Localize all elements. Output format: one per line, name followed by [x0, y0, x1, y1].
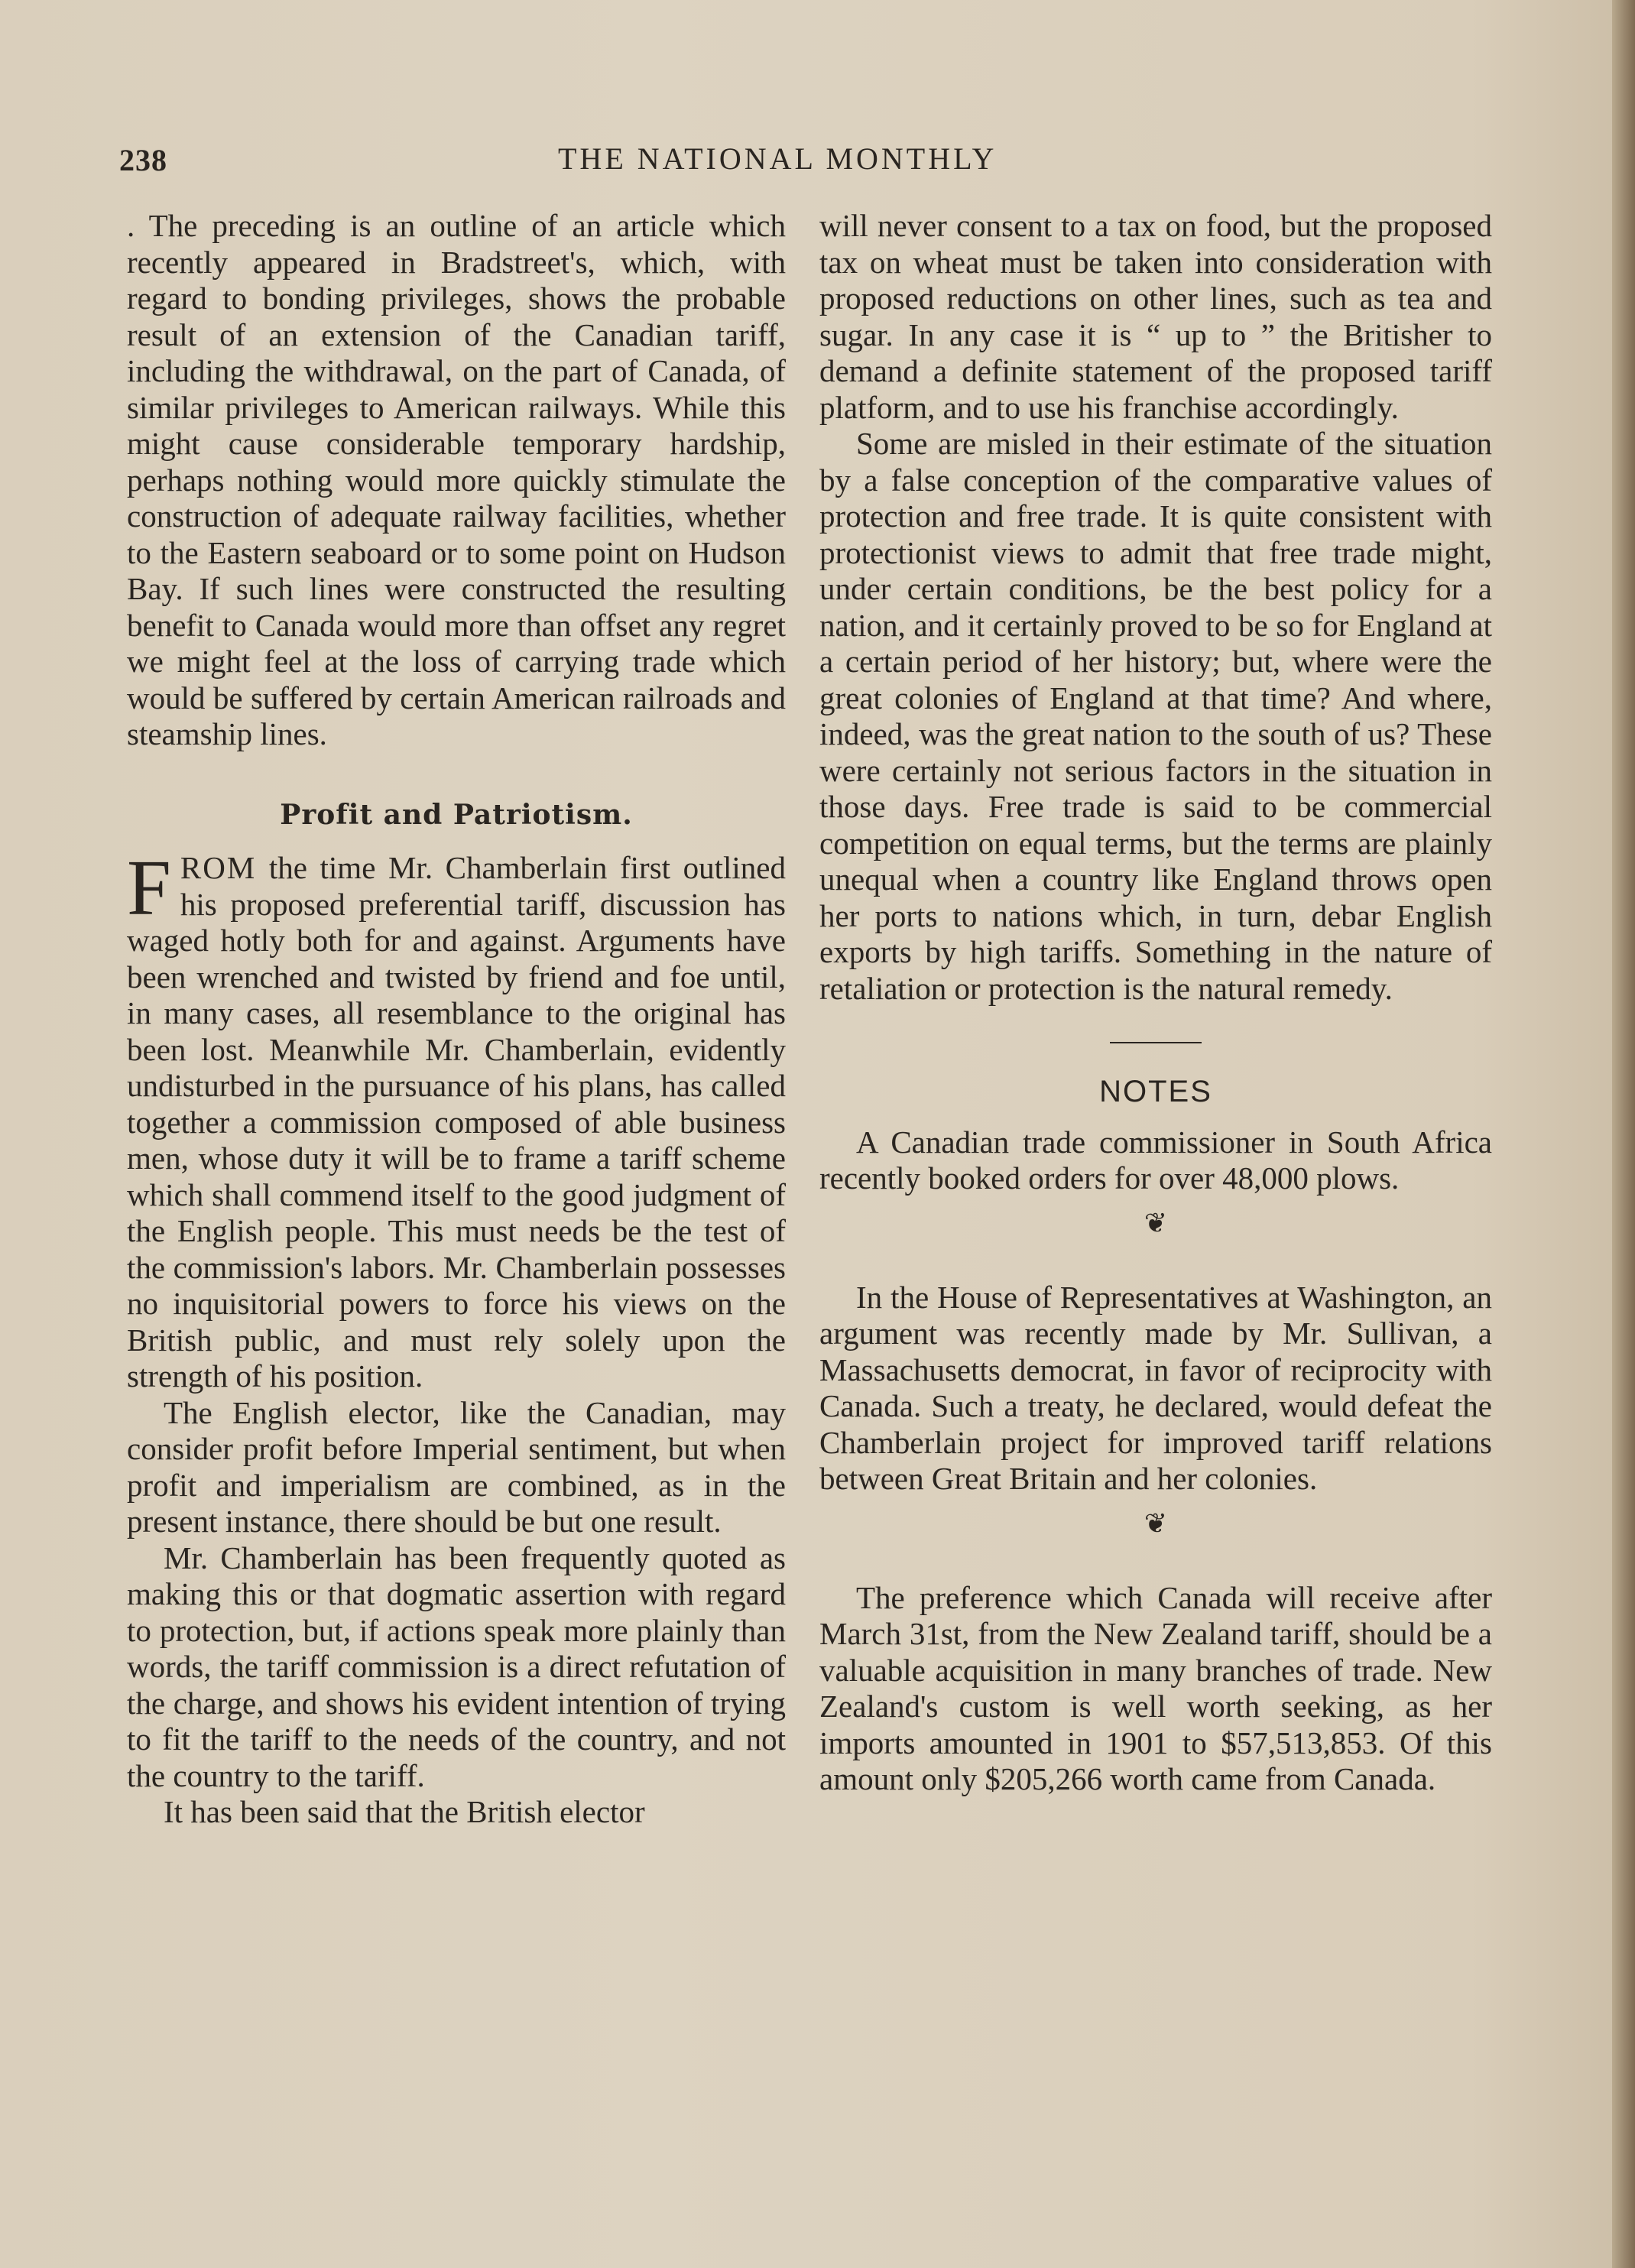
section-heading: Profit and Patriotism.	[280, 798, 633, 831]
paragraph-free-trade: Some are misled in their estimate of the situation by a false conception of the comparative values of protection and free trade. It is quite consistent with protectionist views to admit that free trade might, under certain conditions, be the best policy for a nation, and it certainly proved to be so for England at a certain period of her history; but, where were the great colonies of England at that time? And where, indeed, was the great nation to the south of us? These were certainly not serious factors in the situation in those days. Free trade is said to be commercial competition on equal terms, but the terms are plainly unequal when a country like England throws open her ports to nations which, in turn, debar English exports by high tariffs. Something in the nature of retaliation or protection is the natural remedy.	[819, 426, 1492, 1006]
note-sullivan: In the House of Representatives at Washington, an argument was recently made by Mr. Sullivan, a Massachusetts democrat, in favor of reciprocity with Canada. Such a treaty, he declared, would defeat the Chamberlain project for improved tariff relations between Great Britain and her colonies.	[819, 1279, 1492, 1496]
page-header	[115, 138, 1521, 183]
notes-heading: NOTES	[1099, 1075, 1212, 1108]
note-new-zealand: The preference which Canada will receive after March 31st, from the New Zealand tariff, should be a valuable acquisition in many branches of trade. New Zealand's custom is well worth seeking, as her imports amounted in 1901 to $57,513,853. Of this amount only $205,266 worth came from Canada.	[819, 1579, 1492, 1796]
left-column	[127, 208, 786, 1831]
section-divider	[1110, 1042, 1202, 1043]
drop-cap: F	[127, 844, 171, 932]
page-number: 238	[119, 143, 167, 177]
page-edge-shadow	[1612, 0, 1635, 2268]
paragraph-chamberlain-tariff	[127, 844, 786, 1395]
note-south-africa: A Canadian trade commissioner in South Africa recently booked orders for over 48,000 plows.	[819, 1124, 1492, 1196]
running-head: THE NATIONAL MONTHLY	[558, 141, 998, 176]
paragraph-english-elector: The English elector, like the Canadian, may consider profit before Imperial sentiment, but when profit and imperialism are combined, as in the present instance, there should be but one result.	[127, 1394, 786, 1539]
paragraph-british-elector: It has been said that the British elector	[164, 1794, 645, 1829]
fleuron-icon: ❦	[1144, 1207, 1168, 1238]
paragraph-dogmatic-assertion: Mr. Chamberlain has been frequently quoted as making this or that dogmatic assertion with regard to protection, but, if actions speak more plainly than words, the tariff commission is a direct refutation of the charge, and shows his evident intention of trying to fit the tariff to the needs of the country, and not the country to the tariff.	[127, 1540, 786, 1793]
first-word: ROM	[180, 850, 257, 885]
paragraph-bradstreet: . The preceding is an outline of an article which recently appeared in Bradstreet's, which, with regard to bonding privileges, shows the probable result of an extension of the Canadian tariff, including the withdrawal, on the part of Canada, of similar privileges to American railways. While this might cause considerable temporary hardship, perhaps nothing would more quickly stimulate the construction of adequate railway facilities, whether to the Eastern seaboard or to some point on Hudson Bay. If such lines were constructed the resulting benefit to Canada would more than offset any regret we might feel at the loss of carrying trade which would be suffered by certain American railroads and steamship lines.	[127, 208, 786, 751]
paragraph-tax-on-food: will never consent to a tax on food, but the proposed tax on wheat must be taken into consideration with proposed reductions on other lines, such as tea and sugar. In any case it is “ up to ” the Britisher to demand a definite statement of the proposed tariff platform, and to use his franchise accordingly.	[819, 208, 1492, 425]
fleuron-icon: ❦	[1144, 1507, 1168, 1539]
paragraph-body: the time Mr. Chamberlain first outlined his proposed preferential tariff, discussion has waged hotly both for and against. Arguments have been wrenched and twisted by friend and foe until, in many cases, all resemblance to the original has been lost. Meanwhile Mr. Chamberlain, evidently undisturbed in the pursuance of his plans, has called together a commission composed of able business men, whose duty it will be to frame a tariff scheme which shall commend itself to the good judgment of the English people. This must needs be the test of the commission's labors. Mr. Chamberlain possesses no inquisitorial powers to force his views on the British public, and must rely solely upon the strength of his position.	[127, 850, 786, 1394]
right-column	[819, 208, 1492, 1798]
